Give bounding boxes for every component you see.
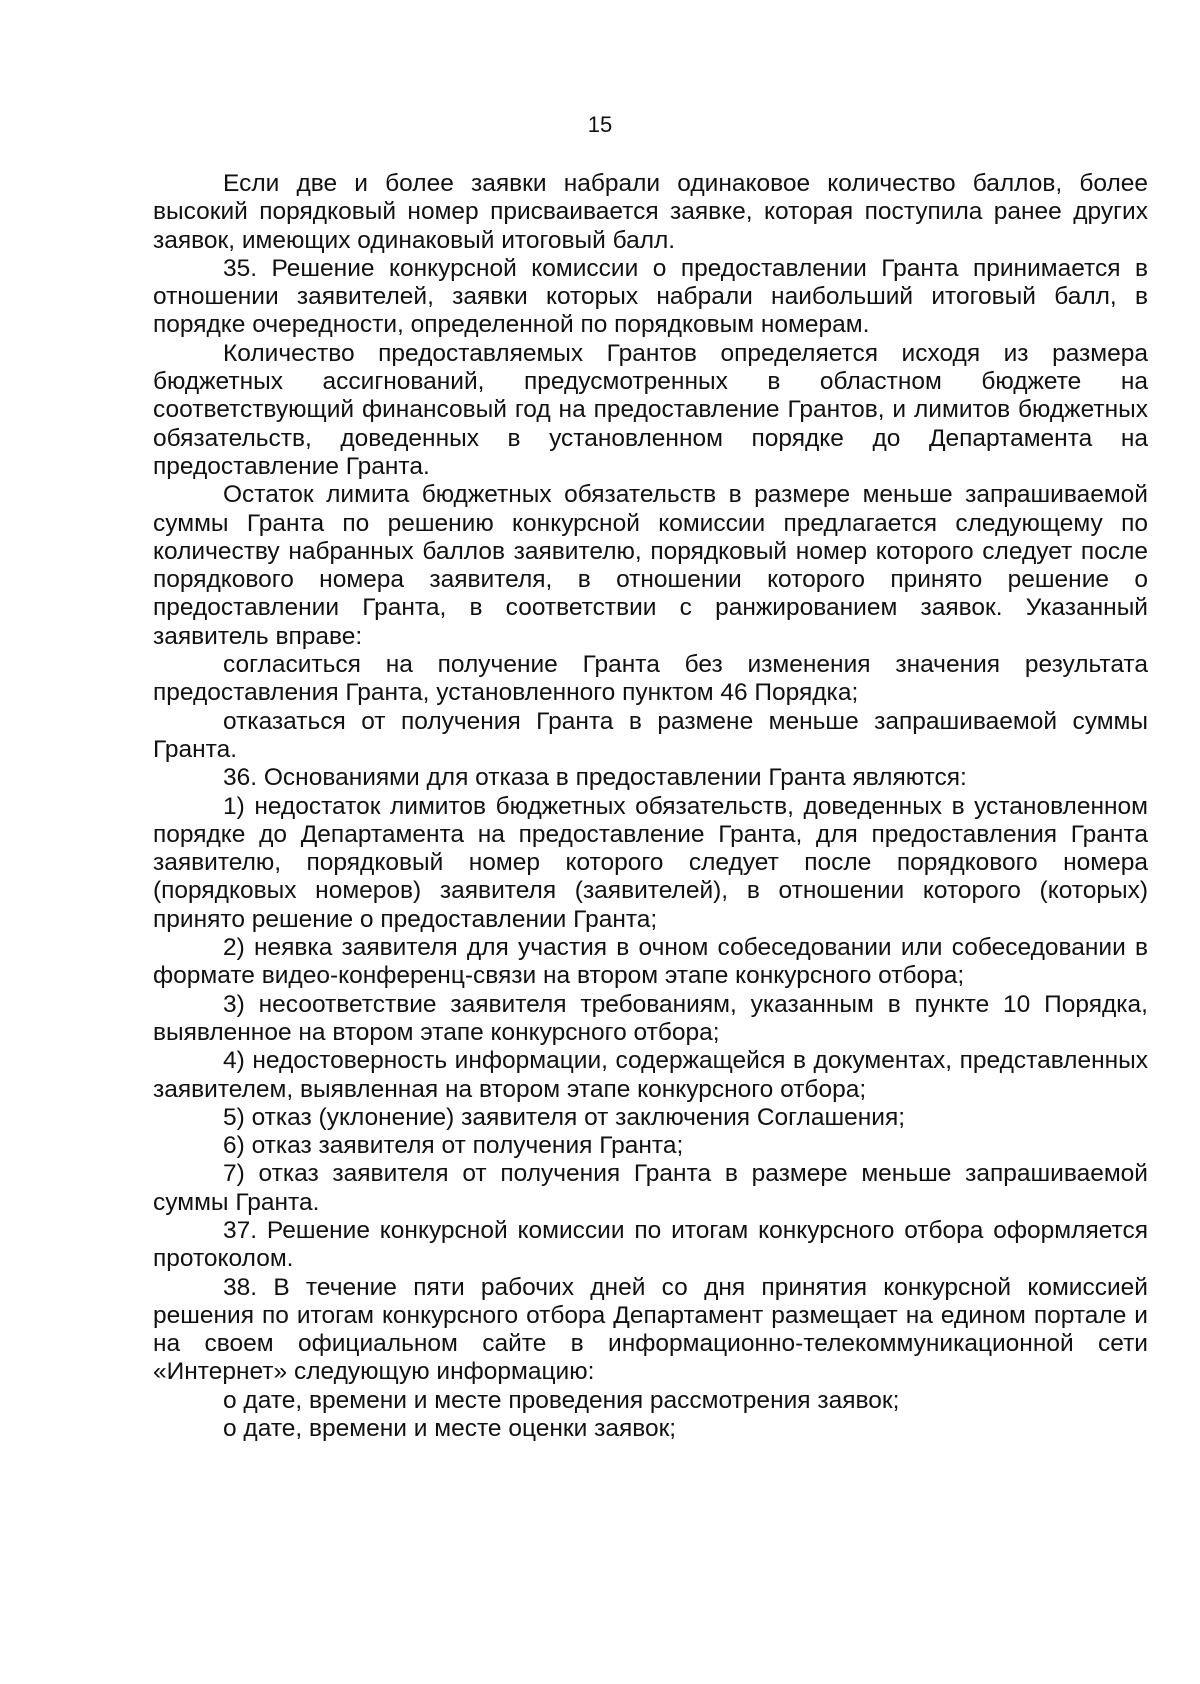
paragraph-option-agree: согласиться на получение Гранта без изменения значения результата предоставления Гранта, установленного пунктом 46 Порядка; [153,651,1148,707]
page-number: 15 [587,112,613,137]
list-item-3: 3) несоответствие заявителя требованиям, указанным в пункте 10 Порядка, выявленное на втором этапе конкурсного отбора; [153,990,1148,1046]
paragraph-clause-36: 36. Основаниями для отказа в предоставлении Гранта являются: [223,764,967,792]
list-item-1: 1) недостаток лимитов бюджетных обязательств, доведенных в установленном порядке до Департамента на предоставление Гранта, для предоставления Гранта заявителю, порядковый номер которого следует после порядкового номера (порядковых номеров) заявителя (заявителей), в отношении которого (которых) принято решение о предоставлении Гранта; [153,792,1148,933]
info-item-review: о дате, времени и месте проведения рассмотрения заявок; [223,1386,900,1414]
paragraph-clause-37: 37. Решение конкурсной комиссии по итогам конкурсного отбора оформляется протоколом. [153,1216,1148,1273]
paragraph-remaining-limit: Остаток лимита бюджетных обязательств в размере меньше запрашиваемой суммы Гранта по решению конкурсной комиссии предлагается следующему по количеству набранных баллов заявителю, порядковый номер которого следует после порядкового номера заявителя, в отношении которого принято решение о предоставлении Гранта, в соответствии с ранжированием заявок. Указанный заявитель вправе: [153,481,1148,650]
list-item-7: 7) отказ заявителя от получения Гранта в размере меньше запрашиваемой суммы Гранта. [153,1160,1148,1216]
list-item-6: 6) отказ заявителя от получения Гранта; [223,1132,684,1160]
paragraph-clause-38: 38. В течение пяти рабочих дней со дня принятия конкурсной комиссией решения по итогам конкурсного отбора Департамент размещает на едином портале и на своем официальном сайте в информационно-телекоммуникационной сети «Интернет» следующую информацию: [153,1273,1148,1386]
paragraph-grant-count: Количество предоставляемых Грантов определяется исходя из размера бюджетных ассигнований, предусмотренных в областном бюджете на соответствующий финансовый год на предоставление Грантов, и лимитов бюджетных обязательств, доведенных в установленном порядке до Департамента на предоставление Гранта. [153,339,1148,480]
paragraph-option-refuse: отказаться от получения Гранта в размене меньше запрашиваемой суммы Гранта. [153,707,1148,763]
paragraph-equal-score-rule: Если две и более заявки набрали одинаковое количество баллов, более высокий порядковый номер присваивается заявке, которая поступила ранее других заявок, имеющих одинаковый итоговый балл. [153,170,1148,254]
list-item-4: 4) недостоверность информации, содержащейся в документах, представленных заявителем, выявленная на втором этапе конкурсного отбора; [153,1047,1148,1103]
document-body [153,170,1148,1443]
paragraph-clause-35: 35. Решение конкурсной комиссии о предоставлении Гранта принимается в отношении заявителей, заявки которых набрали наибольший итоговый балл, в порядке очередности, определенной по порядковым номерам. [153,254,1148,339]
list-item-5: 5) отказ (уклонение) заявителя от заключения Соглашения; [223,1103,906,1131]
list-item-2: 2) неявка заявителя для участия в очном собеседовании или собеседовании в формате видео-конференц-связи на втором этапе конкурсного отбора; [153,934,1148,990]
info-item-evaluation: о дате, времени и месте оценки заявок; [223,1415,677,1443]
